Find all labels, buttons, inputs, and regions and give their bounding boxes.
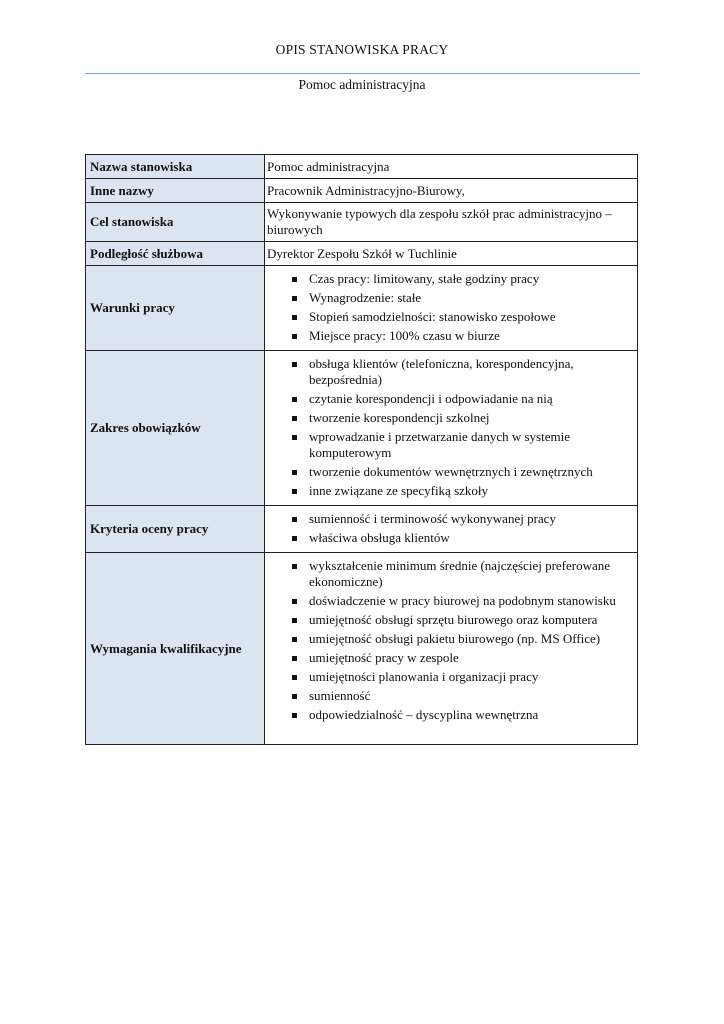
square-bullet-icon: [292, 277, 297, 282]
row-label: Wymagania kwalifikacyjne: [86, 553, 265, 745]
bullet-list: [267, 511, 635, 546]
list-item: [292, 650, 635, 666]
table-row-inne-nazwy: [86, 179, 638, 203]
list-item-text: inne związane ze specyfiką szkoły: [309, 483, 489, 498]
list-item: [292, 410, 635, 426]
list-item-text: tworzenie korespondencji szkolnej: [309, 410, 490, 425]
square-bullet-icon: [292, 713, 297, 718]
list-item: [292, 483, 635, 499]
list-item: [292, 309, 635, 325]
header-divider: [85, 73, 640, 74]
list-item: [292, 511, 635, 527]
list-item: [292, 356, 635, 388]
row-label: Kryteria oceny pracy: [86, 506, 265, 553]
table-row-cel-stanowiska: [86, 203, 638, 242]
list-item-text: umiejętność obsługi sprzętu biurowego oraz komputera: [309, 612, 598, 627]
list-item: [292, 558, 635, 590]
square-bullet-icon: [292, 694, 297, 699]
row-label: Inne nazwy: [86, 179, 265, 203]
square-bullet-icon: [292, 517, 297, 522]
square-bullet-icon: [292, 637, 297, 642]
list-item: [292, 688, 635, 704]
table-row-podleglosc-sluzbowa: [86, 242, 638, 266]
row-value: [265, 266, 638, 351]
job-description-table: [85, 154, 638, 745]
list-item: [292, 391, 635, 407]
square-bullet-icon: [292, 435, 297, 440]
list-item-text: doświadczenie w pracy biurowej na podobnym stanowisku: [309, 593, 616, 608]
table-row-wymagania-kwalifikacyjne: [86, 553, 638, 745]
table-row-nazwa-stanowiska: [86, 155, 638, 179]
list-item-text: sumienność i terminowość wykonywanej pracy: [309, 511, 556, 526]
list-item-text: odpowiedzialność – dyscyplina wewnętrzna: [309, 707, 539, 722]
row-value: [265, 506, 638, 553]
list-item: [292, 669, 635, 685]
square-bullet-icon: [292, 362, 297, 367]
row-label: Cel stanowiska: [86, 203, 265, 242]
square-bullet-icon: [292, 656, 297, 661]
list-item: [292, 429, 635, 461]
list-item-text: Miejsce pracy: 100% czasu w biurze: [309, 328, 500, 343]
row-label: Zakres obowiązków: [86, 351, 265, 506]
list-item: [292, 707, 635, 723]
square-bullet-icon: [292, 675, 297, 680]
list-item-text: Czas pracy: limitowany, stałe godziny pracy: [309, 271, 540, 286]
list-item-text: obsługa klientów (telefoniczna, korespondencyjna, bezpośrednia): [309, 356, 574, 387]
list-item-text: wykształcenie minimum średnie (najczęściej preferowane ekonomiczne): [309, 558, 611, 589]
list-item-text: sumienność: [309, 688, 371, 703]
list-item: [292, 328, 635, 344]
square-bullet-icon: [292, 489, 297, 494]
square-bullet-icon: [292, 315, 297, 320]
bullet-list: [267, 558, 635, 723]
page-subtitle: Pomoc administracyjna: [298, 77, 426, 92]
bullet-list: [267, 271, 635, 344]
row-value: Dyrektor Zespołu Szkół w Tuchlinie: [265, 242, 638, 266]
square-bullet-icon: [292, 416, 297, 421]
bullet-list: [267, 356, 635, 499]
list-item: [292, 290, 635, 306]
list-item-text: umiejętności planowania i organizacji pracy: [309, 669, 539, 684]
list-item-text: wprowadzanie i przetwarzanie danych w systemie komputerowym: [309, 429, 570, 460]
square-bullet-icon: [292, 296, 297, 301]
list-item: [292, 593, 635, 609]
list-item-text: umiejętność pracy w zespole: [309, 650, 459, 665]
row-label: Warunki pracy: [86, 266, 265, 351]
square-bullet-icon: [292, 334, 297, 339]
square-bullet-icon: [292, 536, 297, 541]
square-bullet-icon: [292, 397, 297, 402]
list-item-text: Stopień samodzielności: stanowisko zespołowe: [309, 309, 556, 324]
table-row-zakres-obowiazkow: [86, 351, 638, 506]
list-item: [292, 271, 635, 287]
list-item: [292, 464, 635, 480]
list-item: [292, 612, 635, 628]
list-item: [292, 631, 635, 647]
list-item: [292, 530, 635, 546]
square-bullet-icon: [292, 618, 297, 623]
row-value: Pracownik Administracyjno-Biurowy,: [265, 179, 638, 203]
row-value: Wykonywanie typowych dla zespołu szkół prac administracyjno – biurowych: [265, 203, 638, 242]
list-item-text: umiejętność obsługi pakietu biurowego (np. MS Office): [309, 631, 601, 646]
square-bullet-icon: [292, 470, 297, 475]
row-label: Podległość służbowa: [86, 242, 265, 266]
list-item-text: tworzenie dokumentów wewnętrznych i zewnętrznych: [309, 464, 593, 479]
square-bullet-icon: [292, 564, 297, 569]
list-item-text: czytanie korespondencji i odpowiadanie na nią: [309, 391, 553, 406]
list-item-text: Wynagrodzenie: stałe: [309, 290, 422, 305]
table-row-warunki-pracy: [86, 266, 638, 351]
square-bullet-icon: [292, 599, 297, 604]
page-header-title: OPIS STANOWISKA PRACY: [275, 42, 449, 57]
row-label: Nazwa stanowiska: [86, 155, 265, 179]
row-value: [265, 553, 638, 745]
row-value: Pomoc administracyjna: [265, 155, 638, 179]
row-value: [265, 351, 638, 506]
table-row-kryteria-oceny-pracy: [86, 506, 638, 553]
list-item-text: właściwa obsługa klientów: [309, 530, 450, 545]
